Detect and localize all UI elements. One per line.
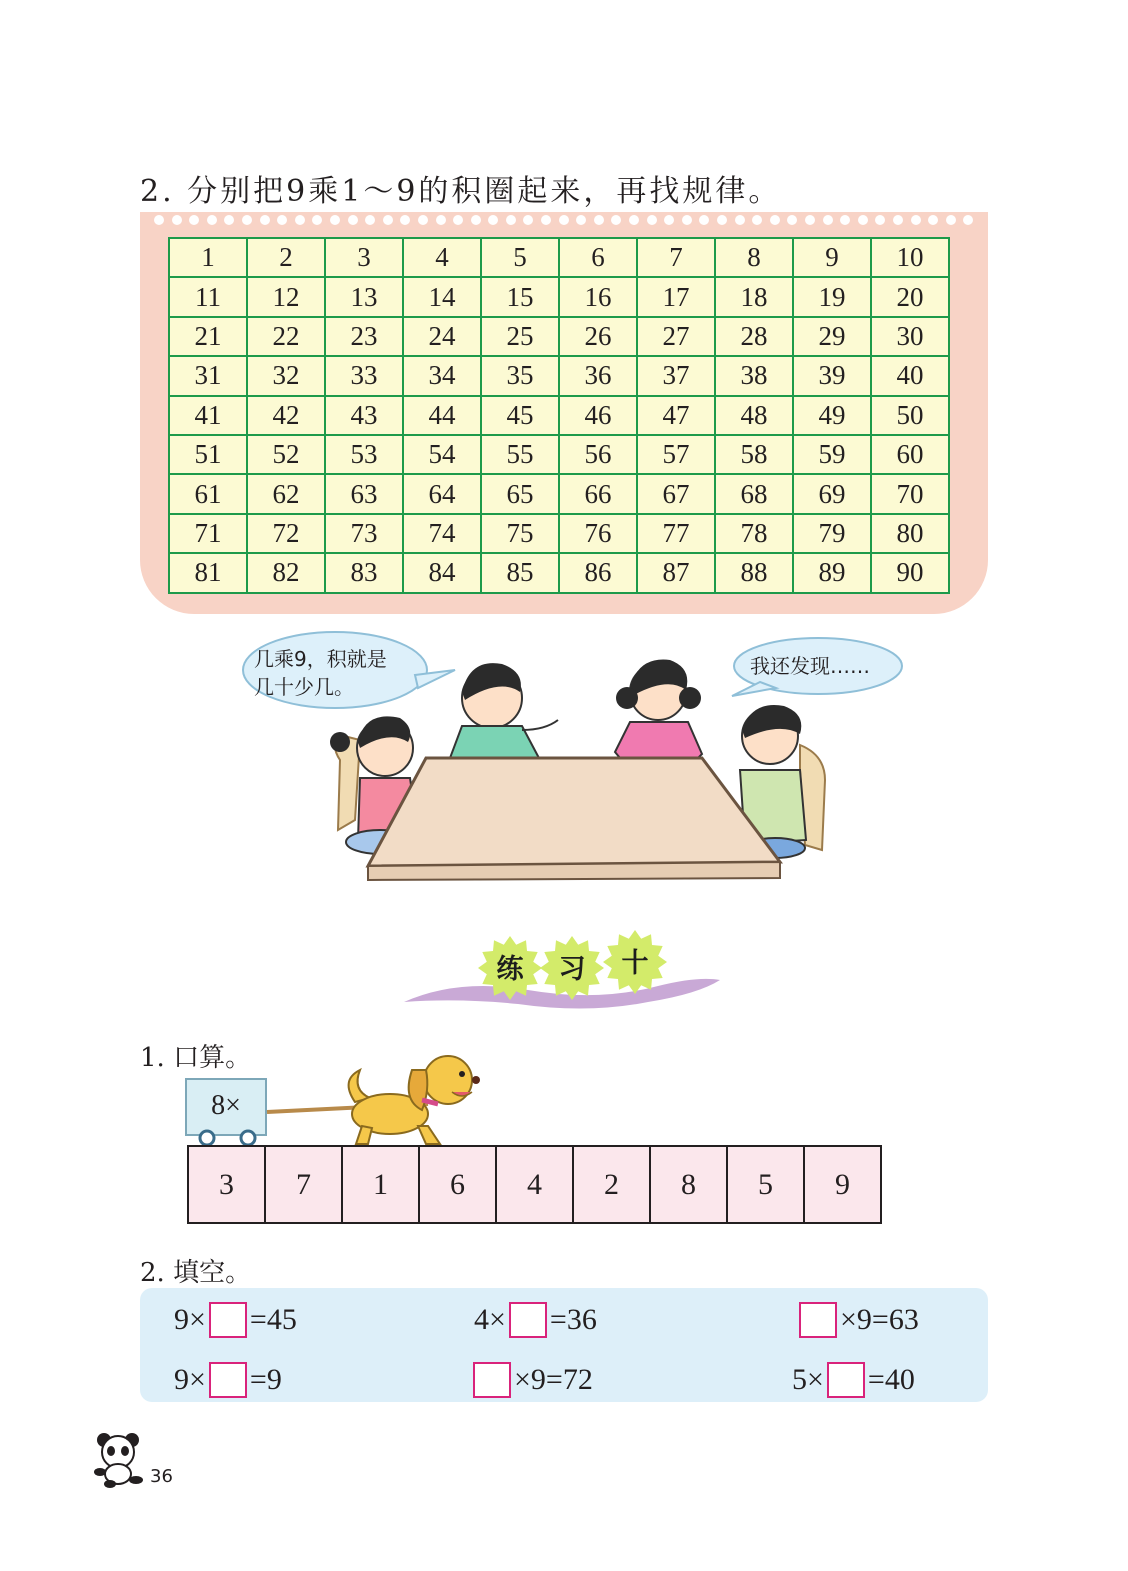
exercise-title-char-3: 十 (621, 948, 649, 979)
panda-icon (92, 1430, 144, 1488)
hundred-table-cell[interactable]: 88 (715, 553, 793, 592)
notebook-hole (154, 215, 164, 225)
hundred-table-cell[interactable]: 65 (481, 474, 559, 513)
number-cell: 4 (495, 1145, 574, 1224)
answer-blank-box[interactable] (209, 1302, 247, 1338)
hundred-table-cell[interactable]: 7 (637, 238, 715, 277)
hundred-table-cell[interactable]: 47 (637, 396, 715, 435)
table-top (368, 758, 780, 866)
hundred-table-cell[interactable]: 57 (637, 435, 715, 474)
hundred-table-cell[interactable]: 33 (325, 356, 403, 395)
notebook-hole (172, 215, 182, 225)
notebook-hole (770, 215, 780, 225)
hundred-table-cell[interactable]: 90 (871, 553, 949, 592)
hundred-table-cell[interactable]: 22 (247, 317, 325, 356)
hundred-table-cell[interactable]: 36 (559, 356, 637, 395)
hundred-table-row (169, 238, 949, 277)
hundred-table-cell[interactable]: 43 (325, 396, 403, 435)
hundred-table-cell[interactable]: 20 (871, 277, 949, 316)
notebook-hole (611, 215, 621, 225)
question-1-title: 1. 口算。 (140, 1043, 252, 1073)
notebook-hole (260, 215, 270, 225)
hundred-table-cell[interactable]: 46 (559, 396, 637, 435)
speech-bubble-right (732, 638, 902, 696)
hundred-table-cell[interactable]: 31 (169, 356, 247, 395)
cart-wheel-left (200, 1131, 214, 1145)
fill-in-equation (474, 1302, 597, 1338)
notebook-hole (647, 215, 657, 225)
hundred-table-cell[interactable]: 45 (481, 396, 559, 435)
hundred-table-cell[interactable]: 73 (325, 514, 403, 553)
notebook-hole (752, 215, 762, 225)
hundred-table-row (169, 474, 949, 513)
fill-in-panel (140, 1288, 988, 1402)
girl-right-figure (615, 660, 702, 764)
notebook-hole (699, 215, 709, 225)
hundred-table-cell[interactable]: 2 (247, 238, 325, 277)
hundred-table-cell[interactable]: 1 (169, 238, 247, 277)
hundred-table-cell[interactable]: 39 (793, 356, 871, 395)
notebook-hole (189, 215, 199, 225)
equation-left-text: 4× (474, 1303, 506, 1336)
hundred-table-row (169, 514, 949, 553)
notebook-hole (207, 215, 217, 225)
notebook-hole (348, 215, 358, 225)
notebook-hole (946, 215, 956, 225)
hundred-table-cell[interactable]: 21 (169, 317, 247, 356)
hundred-table-cell[interactable]: 56 (559, 435, 637, 474)
fill-in-equation (174, 1362, 282, 1398)
hundred-table-row (169, 356, 949, 395)
hundred-table-cell[interactable]: 82 (247, 553, 325, 592)
star-badge-2 (540, 936, 604, 1000)
hundred-table-cell[interactable]: 10 (871, 238, 949, 277)
hundred-table-cell[interactable]: 86 (559, 553, 637, 592)
exercise-title-char-2: 习 (558, 954, 586, 985)
notebook-hole (383, 215, 393, 225)
hundred-table-cell[interactable]: 75 (481, 514, 559, 553)
hundred-table-cell[interactable]: 53 (325, 435, 403, 474)
hundred-table-cell[interactable]: 40 (871, 356, 949, 395)
notebook-hole (242, 215, 252, 225)
hundred-table-row (169, 277, 949, 316)
hundred-table-cell[interactable]: 51 (169, 435, 247, 474)
notebook-hole (963, 215, 973, 225)
number-cell: 7 (264, 1145, 343, 1224)
hundred-table-cell[interactable]: 37 (637, 356, 715, 395)
hundred-table-cell[interactable]: 17 (637, 277, 715, 316)
equation-right-text: =9 (249, 1363, 282, 1396)
notebook-hole (436, 215, 446, 225)
number-cell: 3 (187, 1145, 266, 1224)
hundred-table-cell[interactable]: 77 (637, 514, 715, 553)
hundred-table-cell[interactable]: 34 (403, 356, 481, 395)
bubble-left-line1: 几乘9，积就是 (254, 647, 387, 671)
hundred-table-cell[interactable]: 68 (715, 474, 793, 513)
hundred-table-cell[interactable]: 15 (481, 277, 559, 316)
notebook-hole (629, 215, 639, 225)
hundred-table-cell[interactable]: 11 (169, 277, 247, 316)
hundred-table-cell[interactable]: 13 (325, 277, 403, 316)
hundred-table-cell[interactable]: 85 (481, 553, 559, 592)
fill-in-equation (792, 1362, 915, 1398)
hundred-table-cell[interactable]: 38 (715, 356, 793, 395)
number-cell: 5 (726, 1145, 805, 1224)
notebook-hole (875, 215, 885, 225)
hundred-table-row (169, 396, 949, 435)
notebook-hole (911, 215, 921, 225)
fill-in-equation (470, 1362, 593, 1398)
hundred-table-cell[interactable]: 27 (637, 317, 715, 356)
notebook-hole (823, 215, 833, 225)
notebook-hole (594, 215, 604, 225)
notebook-hole (541, 215, 551, 225)
bubble-right-text: 我还发现…… (750, 654, 870, 678)
answer-blank-box[interactable] (209, 1362, 247, 1398)
equation-right-text: =36 (549, 1303, 597, 1336)
hundred-table-cell[interactable]: 29 (793, 317, 871, 356)
hundred-table-cell[interactable]: 59 (793, 435, 871, 474)
notebook-hole (576, 215, 586, 225)
equation-right-text: ×9=72 (514, 1363, 593, 1396)
number-cell: 8 (649, 1145, 728, 1224)
hundred-table-cell[interactable]: 28 (715, 317, 793, 356)
hundred-table-cell[interactable]: 63 (325, 474, 403, 513)
hundred-table-row (169, 435, 949, 474)
hundred-table-cell[interactable]: 25 (481, 317, 559, 356)
hundred-table-cell[interactable]: 4 (403, 238, 481, 277)
notebook-hole (400, 215, 410, 225)
bubble-left-line2: 几十少几。 (254, 675, 354, 699)
notebook-hole (928, 215, 938, 225)
dog-figure (349, 1056, 480, 1144)
hundred-table-cell[interactable]: 66 (559, 474, 637, 513)
hundred-table-cell[interactable]: 30 (871, 317, 949, 356)
fill-in-equation (796, 1302, 919, 1338)
hundred-table-cell[interactable]: 44 (403, 396, 481, 435)
cart-label: 8× (211, 1090, 241, 1121)
hundred-table-row (169, 553, 949, 592)
hundred-table-cell[interactable]: 26 (559, 317, 637, 356)
equation-right-text: =40 (867, 1363, 915, 1396)
hundred-table-cell[interactable]: 84 (403, 553, 481, 592)
hundred-table-cell[interactable]: 54 (403, 435, 481, 474)
notebook-hole (664, 215, 674, 225)
notebook-hole (506, 215, 516, 225)
notebook-hole (840, 215, 850, 225)
star-badge-3 (603, 930, 667, 994)
hundred-table-cell[interactable]: 76 (559, 514, 637, 553)
hundred-table-row (169, 317, 949, 356)
hundred-table-cell[interactable]: 55 (481, 435, 559, 474)
hundred-table-cell[interactable]: 23 (325, 317, 403, 356)
equation-left-text: 9× (174, 1363, 206, 1396)
problem-2-title: 2. 分别把9乘1～9的积圈起来，再找规律。 (140, 174, 782, 209)
speech-bubble-left (243, 632, 455, 708)
number-cell: 9 (803, 1145, 882, 1224)
notebook-hole (523, 215, 533, 225)
notebook-hole (787, 215, 797, 225)
notebook-hole (224, 215, 234, 225)
notebook-hole (330, 215, 340, 225)
hundred-table-cell[interactable]: 16 (559, 277, 637, 316)
hundred-table-cell[interactable]: 24 (403, 317, 481, 356)
boy-left-figure (450, 663, 558, 770)
hundred-table-cell[interactable]: 64 (403, 474, 481, 513)
hundred-table-cell[interactable]: 48 (715, 396, 793, 435)
hundred-table-cell[interactable]: 79 (793, 514, 871, 553)
notebook-hole (559, 215, 569, 225)
dog-pulling-cart-illustration (190, 1040, 490, 1150)
exercise-title-char-1: 练 (496, 954, 524, 985)
hundred-table-cell[interactable]: 8 (715, 238, 793, 277)
notebook-hole (418, 215, 428, 225)
hundred-table-cell[interactable]: 62 (247, 474, 325, 513)
notebook-hole (312, 215, 322, 225)
hundred-table-cell[interactable]: 72 (247, 514, 325, 553)
hundred-table-cell[interactable]: 32 (247, 356, 325, 395)
notebook-hole (277, 215, 287, 225)
hundred-table-cell[interactable]: 89 (793, 553, 871, 592)
hundred-table-cell[interactable]: 41 (169, 396, 247, 435)
answer-blank-box[interactable] (509, 1302, 547, 1338)
hundred-table-cell[interactable]: 42 (247, 396, 325, 435)
notebook-hole (488, 215, 498, 225)
notebook-hole (295, 215, 305, 225)
number-cell: 1 (341, 1145, 420, 1224)
hundred-table-cell[interactable]: 67 (637, 474, 715, 513)
notebook-holes-strip (140, 212, 988, 230)
hundred-table-cell[interactable]: 70 (871, 474, 949, 513)
notebook-hole (365, 215, 375, 225)
page-number: 36 (150, 1466, 173, 1487)
question-2-title: 2. 填空。 (140, 1258, 252, 1288)
number-cell: 2 (572, 1145, 651, 1224)
hundred-table-cell[interactable]: 6 (559, 238, 637, 277)
hundred-table-cell[interactable]: 71 (169, 514, 247, 553)
notebook-hole (453, 215, 463, 225)
hundred-table-cell[interactable]: 14 (403, 277, 481, 316)
hundred-table-cell[interactable]: 52 (247, 435, 325, 474)
hundred-table-cell[interactable]: 80 (871, 514, 949, 553)
hundred-table (168, 237, 950, 594)
hundred-table-cell[interactable]: 18 (715, 277, 793, 316)
hundred-table-cell[interactable]: 58 (715, 435, 793, 474)
children-discussion-illustration (240, 630, 920, 890)
number-cell: 6 (418, 1145, 497, 1224)
hundred-table-cell[interactable]: 81 (169, 553, 247, 592)
hundred-table-cell[interactable]: 50 (871, 396, 949, 435)
notebook-hole (858, 215, 868, 225)
answer-blank-box[interactable] (473, 1362, 511, 1398)
answer-blank-box[interactable] (799, 1302, 837, 1338)
exercise-title-banner (398, 930, 728, 1025)
notebook-hole (805, 215, 815, 225)
hundred-table-cell[interactable]: 35 (481, 356, 559, 395)
multiplication-number-row (187, 1145, 882, 1224)
notebook-hole (717, 215, 727, 225)
hundred-table-cell[interactable]: 3 (325, 238, 403, 277)
hundred-table-cell[interactable]: 19 (793, 277, 871, 316)
hundred-table-cell[interactable]: 60 (871, 435, 949, 474)
notebook-hole (893, 215, 903, 225)
hundred-table-cell[interactable]: 87 (637, 553, 715, 592)
hundred-table-cell[interactable]: 12 (247, 277, 325, 316)
hundred-table-cell[interactable]: 5 (481, 238, 559, 277)
hundred-table-cell[interactable]: 83 (325, 553, 403, 592)
hundred-table-cell[interactable]: 78 (715, 514, 793, 553)
equation-right-text: =45 (249, 1303, 297, 1336)
hundred-table-cell[interactable]: 61 (169, 474, 247, 513)
fill-in-equation (174, 1302, 297, 1338)
answer-blank-box[interactable] (827, 1362, 865, 1398)
hundred-table-cell[interactable]: 74 (403, 514, 481, 553)
cart-wheel-right (241, 1131, 255, 1145)
hundred-table-cell[interactable]: 49 (793, 396, 871, 435)
hundred-table-cell[interactable]: 9 (793, 238, 871, 277)
equation-left-text: 5× (792, 1363, 824, 1396)
equation-right-text: ×9=63 (840, 1303, 919, 1336)
notebook-hole (471, 215, 481, 225)
hundred-table-cell[interactable]: 69 (793, 474, 871, 513)
table-edge (368, 862, 780, 880)
notebook-hole (682, 215, 692, 225)
notebook-hole (735, 215, 745, 225)
equation-left-text: 9× (174, 1303, 206, 1336)
